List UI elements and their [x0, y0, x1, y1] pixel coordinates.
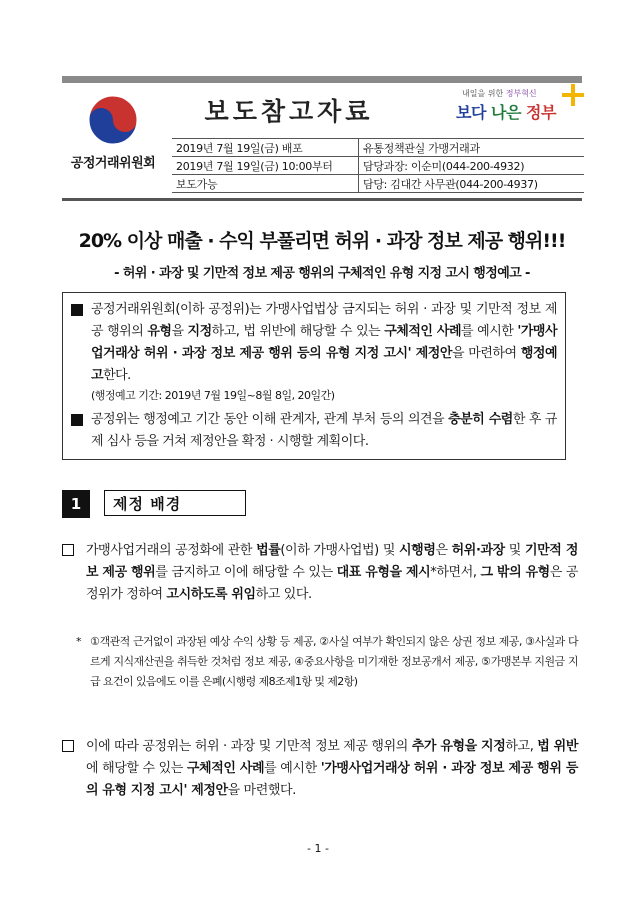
para-text: 에 해당할 수 있는	[86, 761, 187, 776]
officer-contact: 담당: 김대간 사무관(044-200-4937)	[359, 175, 585, 193]
paragraph-text	[62, 736, 578, 802]
para-bold: 법 위반	[537, 739, 579, 754]
summary-item	[71, 299, 557, 405]
info-row	[172, 175, 584, 193]
page-number: - 1 -	[307, 842, 329, 855]
summary-text: 한 후 규제 심사 등을 거쳐 제정안을 확정 · 시행할 계획이다.	[91, 412, 557, 449]
body-paragraph	[62, 736, 578, 802]
para-text: 을 마련했다.	[227, 783, 296, 798]
slogan-word-3: 정부	[526, 103, 556, 122]
summary-text: 하고, 법 위반에 해당할 수 있는	[211, 324, 385, 339]
para-text: (이하 가맹사업법) 및	[280, 543, 399, 558]
department: 유통정책관실 가맹거래과	[359, 139, 585, 157]
info-row	[172, 139, 584, 157]
section-title: 제정 배경	[104, 490, 246, 516]
summary-text: 한다.	[103, 368, 131, 383]
slogan-big-text	[456, 100, 556, 123]
para-bold: '가맹사업거래상 허위 · 과장 정보 제공 행위 등의 유형 지정 고시' 제정안	[86, 761, 578, 798]
summary-text: 공정거래위원회(이하 공정위)는 가맹사업법상 금지되는 허위 · 과장 및 기만적 정보 제공 행위의	[91, 302, 557, 339]
doc-type-title: 보도참고자료	[204, 97, 374, 126]
footnote	[76, 632, 578, 692]
para-bold: 대표 유형을 제시	[336, 565, 431, 580]
header-bottom-rule	[62, 198, 582, 201]
para-bold: 시행령	[399, 543, 436, 558]
para-text: *하면서,	[430, 565, 481, 580]
summary-box	[62, 292, 566, 460]
para-text: 이에 따라 공정위는 허위 · 과장 및 기만적 정보 제공 행위의	[86, 739, 412, 754]
para-bold: 허위·과장	[451, 543, 505, 558]
summary-item	[71, 409, 557, 453]
para-text: 은	[435, 543, 452, 558]
info-row	[172, 157, 584, 175]
summary-bold: '가맹사업거래상 허위 · 과장 정보 제공 행위 등의 유형 지정 고시' 제정안	[91, 324, 558, 361]
para-text: 가맹사업거래의 공정화에 관한	[86, 543, 257, 558]
body-paragraph	[62, 540, 578, 606]
slogan-prefix: 내일을 위한	[462, 89, 504, 98]
embargo-time: 2019년 7월 19일(금) 10:00부터	[172, 157, 359, 175]
notice-period-note: (행정예고 기간: 2019년 7월 19일~8월 8일, 20일간)	[91, 389, 335, 402]
subheadline: - 허위 · 과장 및 기만적 정보 제공 행위의 구체적인 유형 지정 고시 행정예고 -	[114, 266, 530, 281]
summary-bold: 구체적인 사례	[384, 324, 462, 339]
summary-bold: 행정예고	[91, 346, 558, 383]
para-bold: 구체적인 사례	[186, 761, 265, 776]
para-bold: 기만적 정보 제공 행위	[86, 543, 578, 580]
para-bold: 법률	[256, 543, 281, 558]
summary-bold: 지정	[187, 324, 212, 339]
summary-bold: 유형	[147, 324, 172, 339]
section-heading	[62, 490, 246, 518]
slogan-accent: 정부혁신	[505, 89, 537, 98]
release-date: 2019년 7월 19일(금) 배포	[172, 139, 359, 157]
summary-text: 을	[171, 324, 188, 339]
director-contact: 담당과장: 이순미(044-200-4932)	[359, 157, 585, 175]
para-text: 를 금지하고 이에 해당할 수 있는	[155, 565, 337, 580]
summary-text: 를 예시한	[461, 324, 518, 339]
release-info-table	[172, 138, 584, 193]
para-bold: 추가 유형을 지정	[411, 739, 506, 754]
slogan-small-text	[462, 88, 537, 99]
para-bold: 고시하도록 위임	[166, 587, 256, 602]
doc-type-title-box	[172, 84, 406, 136]
government-slogan-logo	[448, 84, 584, 140]
square-bullet-icon	[71, 304, 83, 316]
footnote-text: ①객관적 근거없이 과장된 예상 수익 상황 등 제공, ②사실 여부가 확인되지 않은 상권 정보 제공, ③사실과 다르게 지식재산권을 취득한 것처럼 정보 제공, ④중요사항을 미기재한 정보공개서 제공, ⑤가맹본부 지원금 지급 요건이 있음에도 이를 은폐(시행령 제8조제1항 및 제2항)	[90, 635, 578, 688]
org-name: 공정거래위원회	[70, 156, 156, 171]
paragraph-text	[62, 540, 578, 606]
header-top-rule	[62, 76, 582, 83]
square-bullet-icon	[71, 414, 83, 426]
para-text: 를 예시한	[264, 761, 321, 776]
footnote-marker: *	[76, 635, 81, 648]
para-text: 하고,	[505, 739, 538, 754]
para-text: 은 공정위가 정하여	[86, 565, 579, 602]
para-text: 및	[504, 543, 525, 558]
para-text: 하고 있다.	[255, 587, 312, 602]
embargo-note: 보도가능	[172, 175, 359, 193]
hollow-square-bullet-icon	[62, 544, 74, 556]
section-number: 1	[62, 490, 90, 518]
para-bold: 그 밖의 유형	[480, 565, 550, 580]
slogan-word-2: 나은	[491, 103, 521, 122]
summary-bold: 충분히 수렴	[448, 412, 513, 427]
plus-icon	[562, 84, 584, 106]
summary-text: 공정위는 행정예고 기간 동안 이해 관계자, 관계 부처 등의 의견을	[91, 412, 449, 427]
taegeuk-emblem-icon	[85, 92, 141, 148]
hollow-square-bullet-icon	[62, 740, 74, 752]
slogan-word-1: 보다	[456, 103, 486, 122]
ftc-logo	[60, 92, 166, 184]
summary-text: 을 마련하여	[451, 346, 521, 361]
headline: 20% 이상 매출 · 수익 부풀리면 허위 · 과장 정보 제공 행위!!!	[78, 230, 566, 252]
